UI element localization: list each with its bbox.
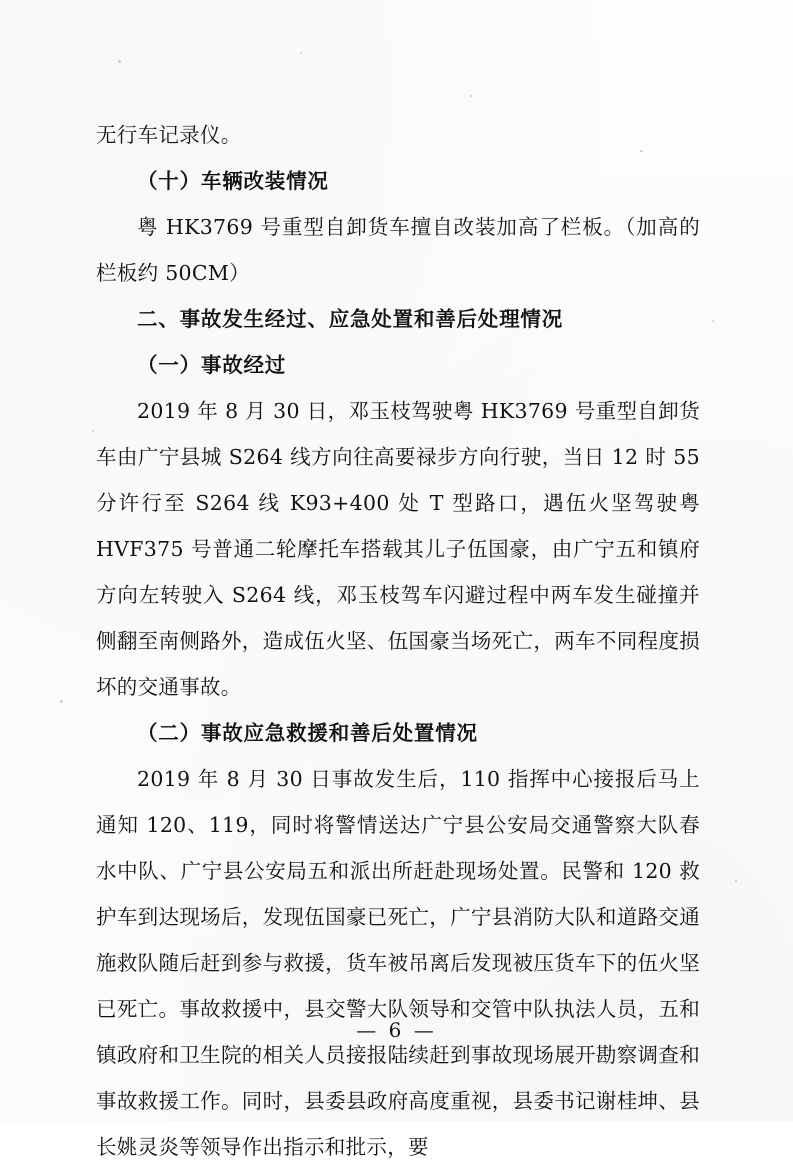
scan-speckle	[735, 880, 737, 882]
paragraph-accident-process: 2019 年 8 月 30 日，邓玉枝驾驶粤 HK3769 号重型自卸货车由广宁县城 S264 线方向往高要禄步方向行驶，当日 12 时 55 分许行至 S264 线 K93+400 处 T 型路口，遇伍火坚驾驶粤 HVF375 号普通二轮摩托车搭载其儿子伍国豪，由广宁五和镇府方向左转驶入 S264 线，邓玉枝驾车闪避过程中两车发生碰撞并侧翻至南侧路外，造成伍火坚、伍国豪当场死亡，两车不同程度损坏的交通事故。	[96, 399, 700, 699]
heading-accident-process: （一）事故经过	[137, 353, 287, 377]
scan-speckle	[470, 95, 472, 97]
heading-vehicle-modification: （十）车辆改装情况	[137, 169, 329, 193]
heading-section-two: 二、事故发生经过、应急处置和善后处理情况	[137, 307, 563, 331]
scan-speckle	[60, 700, 63, 703]
scan-speckle	[92, 430, 94, 432]
paragraph-emergency-rescue: 2019 年 8 月 30 日事故发生后，110 指挥中心接报后马上通知 120、119，同时将警情送达广宁县公安局交通警察大队春水中队、广宁县公安局五和派出所赶赴现场处置。民警和 120 救护车到达现场后，发现伍国豪已死亡，广宁县消防大队和道路交通施救队随后赶到参与救援，货车被吊离后发现被压货车下的伍火坚已死亡。事故救援中，县交警大队领导和交管中队执法人员，五和镇政府和卫生院的相关人员接报陆续赶到事故现场展开勘察调查和事故救援工作。同时，县委县政府高度重视，县委书记谢桂坤、县长姚灵炎等领导作出指示和批示，要	[96, 767, 700, 1159]
scan-speckle	[300, 52, 302, 54]
page-number: — 6 —	[356, 1018, 437, 1042]
paragraph-vehicle-modification: 粤 HK3769 号重型自卸货车擅自改装加高了栏板。（加高的栏板约 50CM）	[96, 215, 700, 285]
document-text-body	[96, 112, 700, 1170]
heading-emergency-rescue: （二）事故应急救援和善后处置情况	[137, 721, 478, 745]
scan-speckle	[118, 60, 121, 63]
paragraph-continuation: 无行车记录仪。	[96, 123, 242, 147]
scan-speckle	[712, 320, 714, 322]
